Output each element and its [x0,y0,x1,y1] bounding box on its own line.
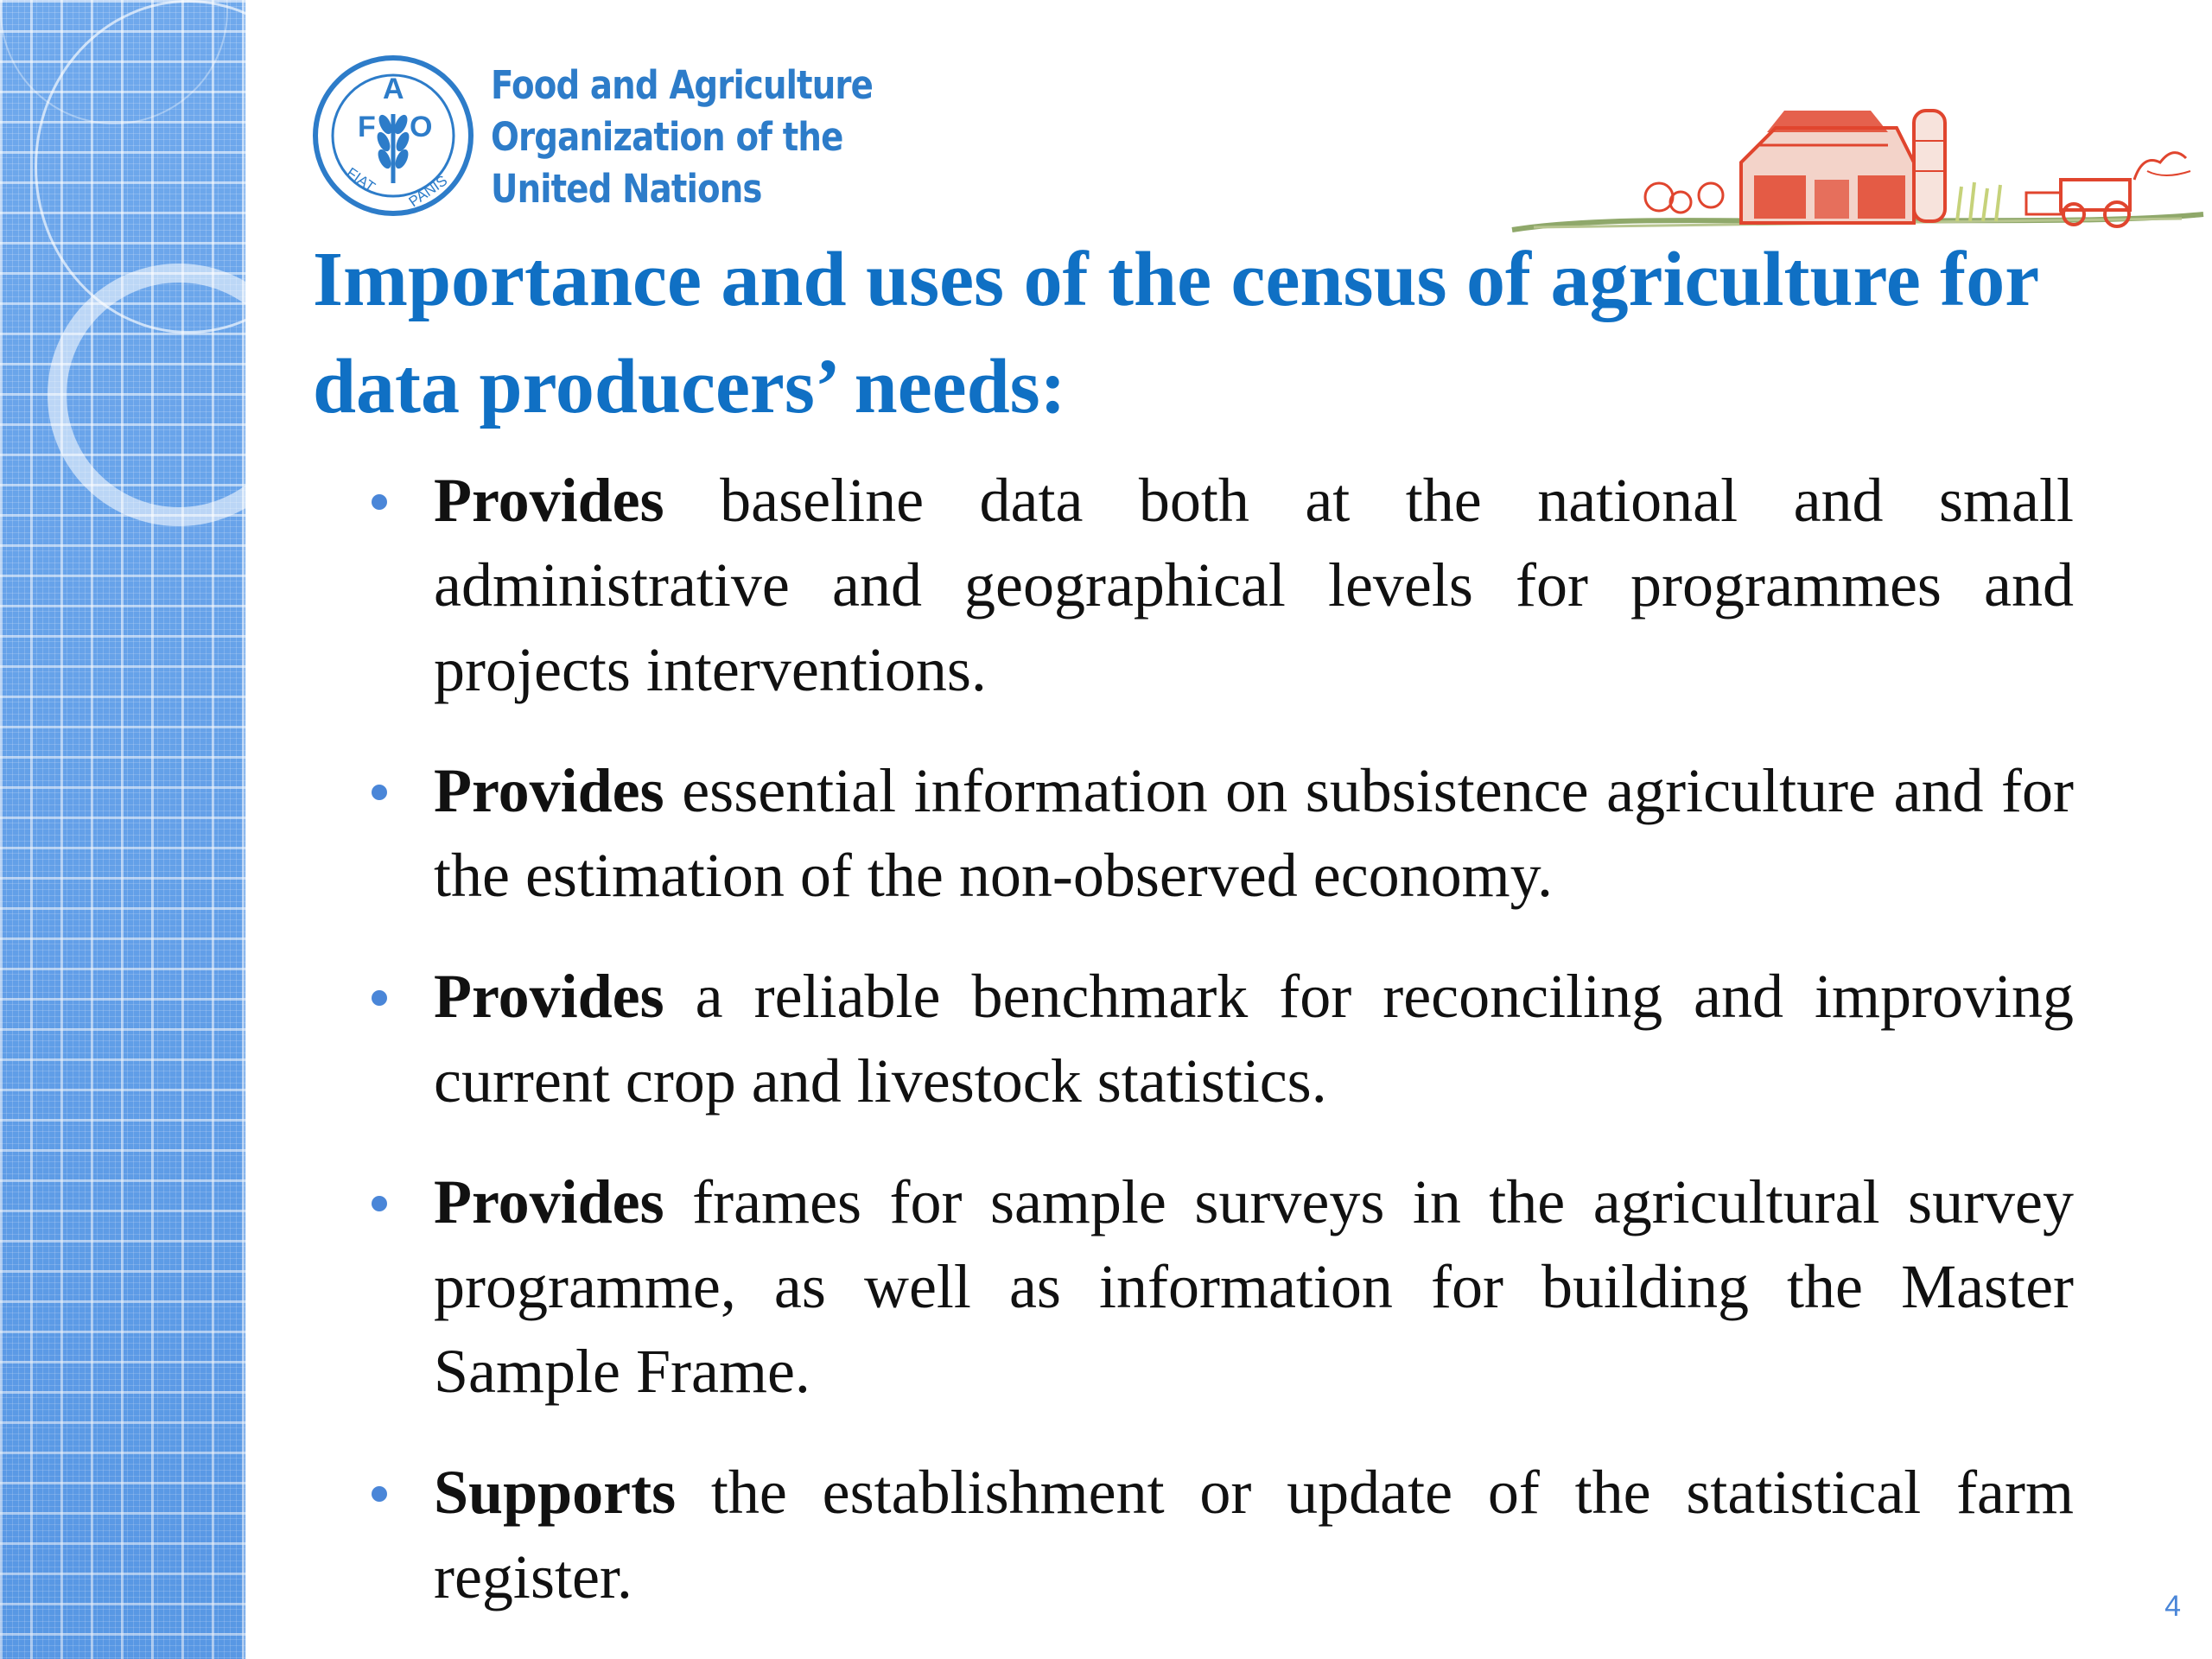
logo-line-1: Food and Agriculture [491,62,874,108]
bullet-lead: Provides [434,962,664,1031]
bullet-item [372,954,2074,1123]
bullet-text [434,458,2074,712]
bullet-text [434,1160,2074,1414]
bullet-text [434,748,2074,918]
bullet-dot-icon [372,785,387,800]
fao-emblem-icon [311,54,475,218]
emblem-letter-f: F [358,111,376,143]
bullet-body: a reliable benchmark for reconciling and improving current crop and livestock statistics. [434,962,2074,1116]
bullet-lead: Provides [434,756,664,825]
emblem-motto-fiat: FIAT [343,164,378,196]
decorative-grid-strip [0,0,245,1659]
fao-logo [311,54,935,218]
bullet-dot-icon [372,1486,387,1502]
bullet-dot-icon [372,1196,387,1211]
logo-wordmark [491,60,935,215]
bullet-dot-icon [372,494,387,510]
bullet-item [372,748,2074,918]
bullet-item [372,1160,2074,1414]
bullet-dot-icon [372,990,387,1006]
bullet-lead: Provides [434,1167,664,1236]
bullet-list [372,458,2074,1656]
emblem-letter-o: O [410,111,433,143]
bullet-text [434,1450,2074,1619]
logo-line-2: Organization of the [491,114,843,160]
bullet-body: the establishment or update of the statistical farm register. [434,1458,2074,1611]
bullet-body: frames for sample surveys in the agricultural survey programme, as well as information for building the Master Sample Frame. [434,1167,2074,1406]
bullet-lead: Supports [434,1458,677,1527]
bullet-text [434,954,2074,1123]
page-number: 4 [2164,1590,2181,1623]
logo-line-3: United Nations [491,166,762,212]
emblem-letter-a: A [383,73,404,105]
bullet-lead: Provides [434,466,664,535]
bullet-body: essential information on subsistence agriculture and for the estimation of the non-observed economy. [434,756,2074,910]
bullet-body: baseline data both at the national and small administrative and geographical levels for programmes and projects interventions. [434,466,2074,704]
farm-illustration [1508,93,2208,240]
bullet-item [372,1450,2074,1619]
emblem-motto-panis: PANIS [405,172,451,211]
slide-title: Importance and uses of the census of agriculture for data producers’ needs: [313,237,2038,429]
bullet-item [372,458,2074,712]
